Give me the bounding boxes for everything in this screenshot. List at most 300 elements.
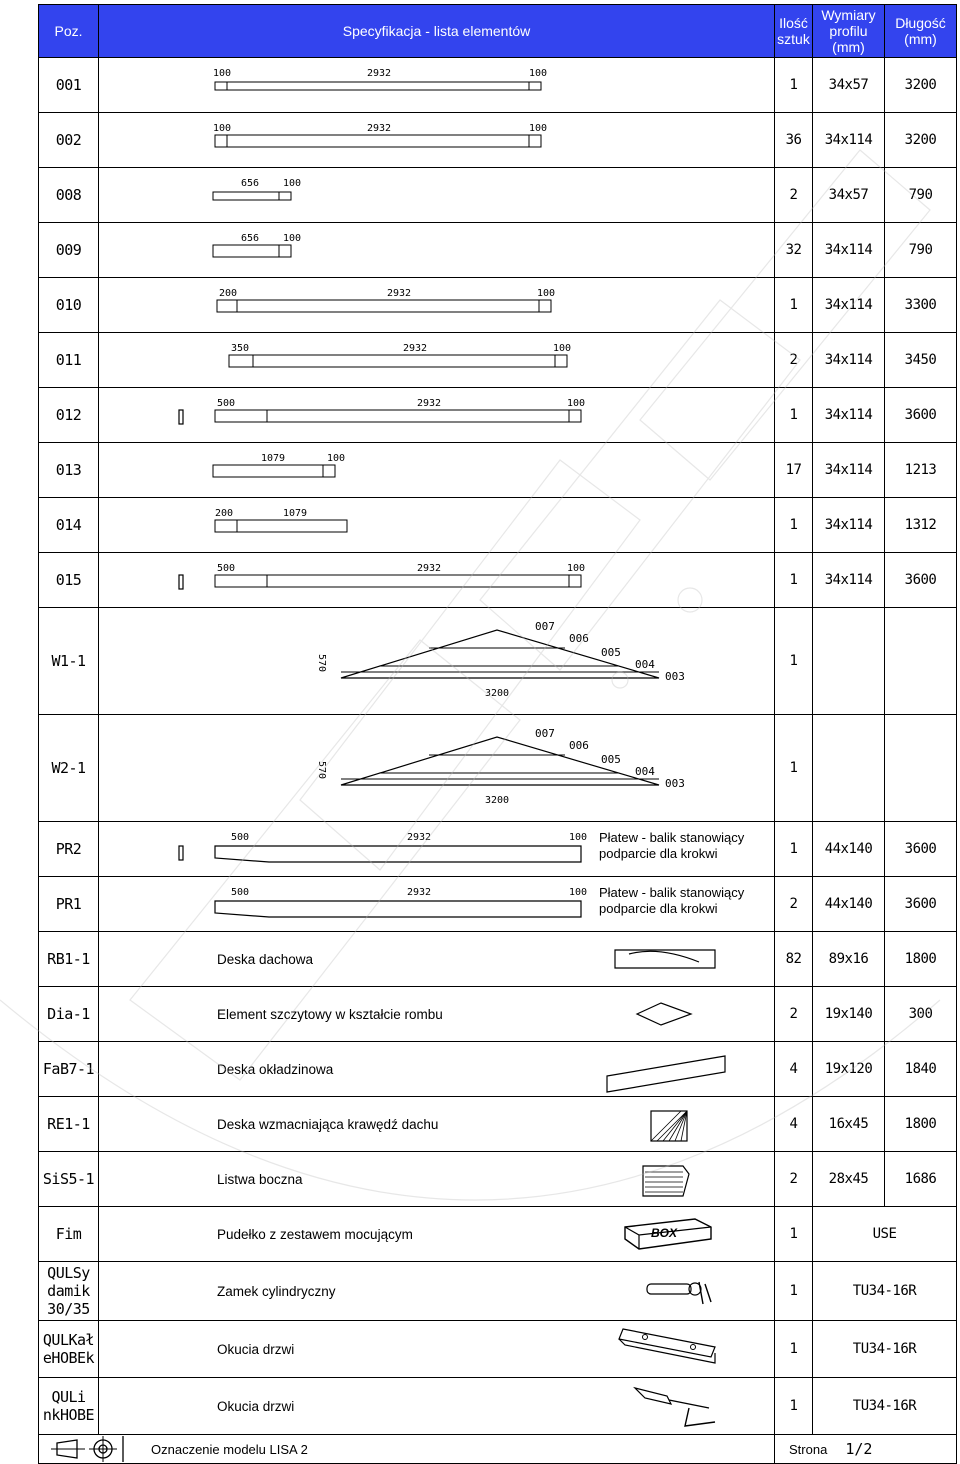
row-dim [813, 1097, 885, 1152]
part-label: 004 [635, 658, 655, 671]
spec-table [38, 4, 957, 1464]
dim-label: 3200 [485, 688, 510, 699]
item-description: Okucia drzwi [217, 1398, 295, 1414]
row-dim [813, 113, 885, 168]
purlin-desc-line2: podparcie dla krokwi [599, 846, 718, 861]
row-code [39, 113, 99, 168]
dim-label: 100 [569, 832, 588, 843]
beam-segment [213, 465, 323, 477]
dim-label: 100 [529, 68, 548, 79]
dim-label: 2932 [367, 123, 392, 134]
beam-segment [237, 520, 347, 532]
row-drawing [99, 1321, 775, 1378]
dim-label: 2932 [367, 68, 392, 79]
dim-label: 500 [231, 887, 250, 898]
row-len [885, 877, 957, 932]
table-row [39, 498, 957, 553]
row-dim-text: 34x114 [824, 132, 873, 148]
row-drawing [99, 443, 775, 498]
row-qty [775, 113, 813, 168]
row-drawing [99, 223, 775, 278]
row-dim [813, 822, 885, 877]
row-dim [813, 168, 885, 223]
row-len-text: 3600 [904, 896, 937, 912]
beam-segment [529, 82, 541, 90]
table-row [39, 822, 957, 877]
row-code-text: 001 [55, 76, 82, 94]
row-len [885, 822, 957, 877]
purlin-desc-line2: podparcie dla krokwi [599, 901, 718, 916]
dim-label: 100 [553, 343, 572, 354]
element-drawing [99, 1042, 775, 1096]
row-dim-text: 28x45 [828, 1171, 869, 1187]
element-drawing [99, 113, 775, 167]
row-code [39, 932, 99, 987]
row-dim [813, 498, 885, 553]
row-dim-text: TU34-16R [852, 1341, 917, 1357]
row-qty [775, 1042, 813, 1097]
dim-label: 100 [213, 123, 232, 134]
dim-label: 3200 [485, 795, 510, 806]
row-code [39, 1321, 99, 1378]
purlin-shape [215, 846, 581, 862]
row-dim-text: 34x114 [824, 297, 873, 313]
dim-label: 2932 [407, 832, 432, 843]
row-dim [813, 1262, 957, 1321]
table-row [39, 1152, 957, 1207]
row-dim-text: 19x140 [824, 1006, 873, 1022]
row-qty-text: 32 [785, 242, 802, 258]
row-code-text: RE1-1 [47, 1115, 90, 1133]
row-dim [813, 987, 885, 1042]
row-qty-text: 2 [789, 1006, 798, 1022]
row-dim-text: 19x120 [824, 1061, 873, 1077]
row-drawing [99, 1097, 775, 1152]
beam-segment [279, 192, 291, 200]
row-len [885, 168, 957, 223]
row-qty [775, 1097, 813, 1152]
row-dim-text: 34x57 [828, 77, 869, 93]
footer-strona: Strona [789, 1441, 828, 1457]
row-qty [775, 333, 813, 388]
part-label: 004 [635, 765, 655, 778]
footer-model-cell [39, 1435, 775, 1464]
row-code-text: RB1-1 [47, 950, 90, 968]
row-code [39, 58, 99, 113]
element-drawing [99, 168, 775, 222]
roof-board-icon [615, 950, 715, 968]
footer-row [39, 1435, 957, 1464]
dim-label: 1079 [283, 508, 308, 519]
beam-segment [279, 245, 291, 257]
row-code-text: 011 [55, 351, 82, 369]
row-qty-text: 1 [789, 1226, 798, 1242]
dim-label: 2932 [417, 563, 442, 574]
row-dim-text: 16x45 [828, 1116, 869, 1132]
row-dim-text: 44x140 [824, 841, 873, 857]
part-label: 005 [601, 753, 621, 766]
beam-segment [229, 355, 253, 367]
element-drawing [99, 498, 775, 552]
row-qty [775, 1321, 813, 1378]
row-dim [813, 1321, 957, 1378]
item-description: Okucia drzwi [217, 1341, 295, 1357]
row-qty [775, 715, 813, 822]
row-dim-text: 34x57 [828, 187, 869, 203]
row-code-text: 014 [55, 516, 82, 534]
element-drawing [99, 223, 775, 277]
row-code [39, 1152, 99, 1207]
row-len-text: 1686 [904, 1171, 937, 1187]
dim-label: 200 [219, 288, 238, 299]
row-code [39, 553, 99, 608]
row-dim-text: 34x114 [824, 407, 873, 423]
header-spec: Specyfikacja - lista elementów [99, 5, 775, 58]
header-row [39, 5, 957, 58]
element-drawing [99, 877, 775, 931]
row-drawing [99, 822, 775, 877]
row-drawing [99, 987, 775, 1042]
header-poz: Poz. [39, 5, 99, 58]
row-qty-text: 1 [789, 841, 798, 857]
row-qty [775, 443, 813, 498]
row-drawing [99, 58, 775, 113]
row-qty-text: 1 [789, 517, 798, 533]
footer-page-number: 1/2 [845, 1440, 873, 1458]
row-len [885, 443, 957, 498]
row-dim-text: USE [872, 1226, 897, 1242]
row-qty-text: 1 [789, 572, 798, 588]
row-code [39, 608, 99, 715]
row-len-text: 1312 [904, 517, 937, 533]
row-code [39, 388, 99, 443]
item-description: Deska dachowa [217, 951, 314, 967]
row-code [39, 1207, 99, 1262]
beam-segment [227, 135, 529, 147]
dim-label: 570 [316, 654, 327, 673]
purlin-shape [215, 901, 581, 917]
element-drawing [99, 822, 775, 876]
row-drawing [99, 877, 775, 932]
row-code [39, 333, 99, 388]
header-len: Długość (mm) [885, 5, 957, 58]
beam-segment [227, 82, 529, 90]
row-qty [775, 498, 813, 553]
row-dim [813, 58, 885, 113]
dim-label: 500 [217, 563, 236, 574]
row-code-text: W1-1 [51, 652, 86, 670]
row-qty [775, 1152, 813, 1207]
element-drawing [99, 333, 775, 387]
row-dim-text: 44x140 [824, 896, 873, 912]
row-dim-text: 34x114 [824, 242, 873, 258]
row-code [39, 822, 99, 877]
row-code-line: eHOBEk [42, 1349, 95, 1367]
cylinder-lock-icon [647, 1282, 711, 1304]
beam-segment [215, 135, 227, 147]
row-qty-text: 1 [789, 653, 798, 669]
row-code [39, 443, 99, 498]
beam-segment [213, 245, 279, 257]
row-len [885, 388, 957, 443]
dim-label: 1079 [261, 453, 286, 464]
element-drawing [99, 715, 775, 821]
element-drawing [99, 1378, 775, 1434]
row-code-text: W2-1 [51, 759, 86, 777]
table-row [39, 553, 957, 608]
row-drawing [99, 1262, 775, 1321]
row-qty-text: 82 [785, 951, 802, 967]
row-qty-text: 2 [789, 352, 798, 368]
dim-label: 2932 [407, 887, 432, 898]
row-qty-text: 2 [789, 896, 798, 912]
row-code-text: 010 [55, 296, 82, 314]
row-len-text: 1800 [904, 951, 937, 967]
beam-segment [237, 300, 539, 312]
part-label: 007 [535, 620, 555, 633]
box-label: BOX [651, 1226, 678, 1240]
projection-symbol-icon [39, 1436, 139, 1462]
row-drawing [99, 168, 775, 223]
element-drawing [99, 553, 775, 607]
dim-label: 100 [529, 123, 548, 134]
row-drawing [99, 388, 775, 443]
dim-label: 350 [231, 343, 250, 354]
row-code [39, 1042, 99, 1097]
row-len [885, 1152, 957, 1207]
row-qty-text: 4 [789, 1116, 798, 1132]
row-dim [813, 1042, 885, 1097]
row-len-text: 300 [908, 1006, 933, 1022]
footer-page-cell [775, 1435, 957, 1464]
row-len [885, 498, 957, 553]
row-dim-text: 34x114 [824, 517, 873, 533]
row-dim [813, 333, 885, 388]
element-drawing [99, 1097, 775, 1151]
row-dim [813, 877, 885, 932]
dim-label: 100 [283, 178, 302, 189]
row-qty [775, 168, 813, 223]
row-qty [775, 932, 813, 987]
row-qty [775, 388, 813, 443]
row-code-line: QULSy [47, 1264, 90, 1282]
row-code-text: SiS5-1 [42, 1170, 95, 1188]
part-label: 003 [665, 670, 685, 683]
row-code-line: damik [47, 1282, 90, 1300]
dim-label: 100 [283, 233, 302, 244]
row-code-text: Fim [55, 1225, 82, 1243]
row-code-text: 015 [55, 571, 82, 589]
row-code [39, 1097, 99, 1152]
element-drawing [99, 1321, 775, 1377]
table-row [39, 987, 957, 1042]
beam-segment [529, 135, 541, 147]
row-code [39, 877, 99, 932]
section-marker [179, 410, 183, 424]
table-row [39, 1097, 957, 1152]
beam-segment [215, 520, 237, 532]
row-code-line: nkHOBE [42, 1406, 95, 1424]
table-row [39, 1262, 957, 1321]
part-label: 006 [569, 632, 589, 645]
row-drawing [99, 333, 775, 388]
row-drawing [99, 113, 775, 168]
table-row [39, 1042, 957, 1097]
row-len [885, 1097, 957, 1152]
dim-label: 656 [241, 233, 260, 244]
row-len-text: 790 [908, 187, 933, 203]
row-code-line: QULi [51, 1388, 86, 1406]
row-drawing [99, 498, 775, 553]
item-description: Zamek cylindryczny [217, 1283, 336, 1299]
beam-segment [323, 465, 335, 477]
row-drawing [99, 932, 775, 987]
specification-sheet [38, 4, 956, 1464]
row-qty [775, 223, 813, 278]
table-row [39, 877, 957, 932]
part-label: 005 [601, 646, 621, 659]
row-dim [813, 278, 885, 333]
row-code [39, 1262, 99, 1321]
beam-segment [539, 300, 551, 312]
beam-segment [555, 355, 567, 367]
beam-segment [569, 575, 581, 587]
dim-label: 500 [217, 398, 236, 409]
row-code-text: PR1 [55, 895, 82, 913]
table-row [39, 932, 957, 987]
row-code-text: 012 [55, 406, 82, 424]
row-code-text: 002 [55, 131, 82, 149]
item-description: Listwa boczna [217, 1171, 303, 1187]
row-qty [775, 58, 813, 113]
table-row [39, 1378, 957, 1435]
row-drawing [99, 278, 775, 333]
row-len [885, 333, 957, 388]
row-dim-text: TU34-16R [852, 1283, 917, 1299]
row-qty-text: 4 [789, 1061, 798, 1077]
row-code-text: FaB7-1 [42, 1060, 95, 1078]
row-len-text: 3600 [904, 841, 937, 857]
table-row [39, 58, 957, 113]
element-drawing [99, 388, 775, 442]
row-dim [813, 608, 885, 715]
dim-label: 500 [231, 832, 250, 843]
table-row [39, 443, 957, 498]
row-qty [775, 1378, 813, 1435]
dim-label: 2932 [417, 398, 442, 409]
table-row [39, 388, 957, 443]
row-qty [775, 1207, 813, 1262]
beam-segment [267, 575, 569, 587]
element-drawing [99, 932, 775, 986]
row-code [39, 168, 99, 223]
row-dim-text: TU34-16R [852, 1398, 917, 1414]
dim-label: 100 [567, 398, 586, 409]
row-len-text: 3600 [904, 407, 937, 423]
row-len-text: 3200 [904, 77, 937, 93]
part-label: 003 [665, 777, 685, 790]
row-len [885, 932, 957, 987]
row-len-text: 1840 [904, 1061, 937, 1077]
row-len [885, 113, 957, 168]
dim-label: 656 [241, 178, 260, 189]
row-dim-text: 34x114 [824, 352, 873, 368]
beam-segment [253, 355, 555, 367]
row-drawing [99, 1042, 775, 1097]
table-row [39, 113, 957, 168]
row-len [885, 715, 957, 822]
beam-segment [215, 575, 267, 587]
part-label: 006 [569, 739, 589, 752]
row-qty-text: 1 [789, 77, 798, 93]
dim-label: 100 [537, 288, 556, 299]
row-dim-text: 89x16 [828, 951, 869, 967]
row-code-text: 008 [55, 186, 82, 204]
element-drawing [99, 608, 775, 714]
table-row [39, 1321, 957, 1378]
row-len-text: 3200 [904, 132, 937, 148]
row-dim [813, 553, 885, 608]
row-dim [813, 932, 885, 987]
element-drawing [99, 1152, 775, 1206]
row-dim [813, 715, 885, 822]
row-dim [813, 388, 885, 443]
row-code-text: Dia-1 [47, 1005, 90, 1023]
row-dim [813, 223, 885, 278]
row-code [39, 278, 99, 333]
footer-model: Oznaczenie modelu LISA 2 [151, 1441, 308, 1457]
row-len [885, 278, 957, 333]
rhombus-icon [637, 1003, 691, 1025]
header-qty: Ilość sztuk [775, 5, 813, 58]
row-dim [813, 1152, 885, 1207]
table-row [39, 715, 957, 822]
row-len [885, 223, 957, 278]
row-qty-text: 1 [789, 407, 798, 423]
row-len [885, 58, 957, 113]
row-len-text: 3600 [904, 572, 937, 588]
item-description: Pudełko z zestawem mocującym [217, 1226, 413, 1242]
beam-segment [213, 192, 279, 200]
dim-label: 2932 [403, 343, 428, 354]
row-len-text: 790 [908, 242, 933, 258]
row-qty [775, 877, 813, 932]
section-marker [179, 575, 183, 589]
dim-label: 100 [567, 563, 586, 574]
row-qty-text: 36 [785, 132, 802, 148]
dim-label: 100 [213, 68, 232, 79]
row-code-line: QULKał [42, 1331, 95, 1349]
element-drawing [99, 443, 775, 497]
row-qty-text: 2 [789, 1171, 798, 1187]
beam-segment [267, 410, 569, 422]
table-row [39, 608, 957, 715]
row-len [885, 1042, 957, 1097]
row-dim [813, 443, 885, 498]
hatched-section-icon [651, 1111, 687, 1141]
item-description: Element szczytowy w kształcie rombu [217, 1006, 443, 1022]
table-row [39, 168, 957, 223]
row-qty-text: 2 [789, 187, 798, 203]
table-row [39, 278, 957, 333]
row-dim [813, 1207, 957, 1262]
dim-label: 100 [569, 887, 588, 898]
row-len-text: 1213 [904, 462, 937, 478]
row-len [885, 608, 957, 715]
row-qty-text: 1 [789, 297, 798, 313]
element-drawing [99, 1262, 775, 1320]
row-qty [775, 1262, 813, 1321]
